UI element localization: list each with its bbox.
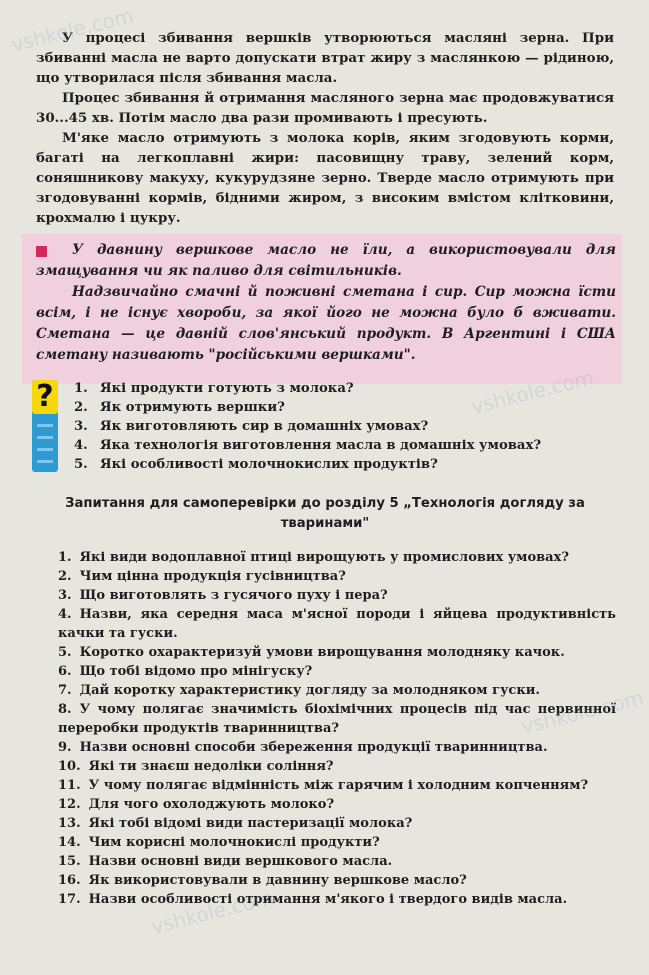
list-item: 2. Як отримують вершки? [74, 400, 285, 415]
intro-paragraph-2: Процес збивання й отримання масляного зерна має продовжуватися 30...45 хв. Потім масло два рази промивають і пресують. [36, 90, 614, 126]
list-item: 11. У чому полягає відмінність між гарячим і холодним копченням? [58, 778, 589, 793]
list-item: 1. Які продукти готують з молока? [74, 381, 354, 396]
list-item: 7. Дай коротку характеристику догляду за молодняком гуски. [58, 683, 540, 698]
list-item: 6. Що тобі відомо про мінігуску? [58, 664, 313, 679]
callout-paragraph-1: У давнину вершкове масло не їли, а використовували для змащування чи як паливо для світильників. [36, 242, 616, 279]
self-check-questions-list [36, 548, 616, 909]
list-item: 5. Коротко охарактеризуй умови вирощування молодняку качок. [58, 645, 565, 660]
watermark: vshkole.com [8, 3, 137, 57]
list-item: 16. Як використовували в давнину вершкове масло? [58, 873, 467, 888]
list-item: 5. Які особливості молочнокислих продуктів? [74, 457, 438, 472]
list-item: 1. Які види водоплавної птиці вирощують у промислових умовах? [58, 550, 569, 565]
watermark: vshkole.com [518, 685, 647, 739]
list-item: 12. Для чого охолоджують молоко? [58, 797, 335, 812]
intro-paragraph-1: У процесі збивання вершків утворюються масляні зерна. При збиванні масла не варто допускати втрат жиру з маслянкою — рідиною, що утворилася після збивання масла. [36, 30, 614, 86]
list-item: 13. Які тобі відомі види пастеризації молока? [58, 816, 413, 831]
review-questions-list [74, 379, 614, 474]
intro-paragraph-3: М'яке масло отримують з молока корів, яким згодовують корми, багаті на легкоплавні жири: пасовищну траву, зелений корм, соняшникову макуху, кукурудзяне зерно. Тверде масло отримують при згодовуванні кормів, бідними жиром, з високим вмістом клітковини, крохмалю і цукру. [36, 130, 614, 226]
callout-paragraph-2: Надзвичайно смачні й поживні сметана і сир. Сир можна їсти всім, і не існує хвороби, за якої його не можна було б вживати. Сметана — це давній слов'янський продукт. В Аргентині і США сметану називають "російськими вершками". [36, 284, 616, 363]
list-item: 15. Назви основні види вершкового масла. [58, 854, 393, 869]
section-title: Запитання для самоперевірки до розділу 5 „Технологія догляду за тваринами" [65, 496, 585, 531]
question-mark-icon: ? [32, 380, 58, 472]
list-item: 4. Яка технологія виготовлення масла в домашніх умовах? [74, 438, 542, 453]
fact-callout-box [22, 234, 622, 384]
list-item: 17. Назви особливості отримання м'якого і твердого видів масла. [58, 892, 568, 907]
list-item: 2. Чим цінна продукція гусівництва? [58, 569, 346, 584]
watermark: vshkole.com [468, 365, 597, 419]
list-item: 10. Які ти знаєш недоліки соління? [58, 759, 334, 774]
list-item: 3. Що виготовлять з гусячого пуху і пера? [58, 588, 388, 603]
list-item: 4. Назви, яка середня маса м'ясної породи і яйцева продуктивність качки та гуски. [58, 607, 616, 641]
list-item: 14. Чим корисні молочнокислі продукти? [58, 835, 380, 850]
list-item: 3. Як виготовляють сир в домашніх умовах? [74, 419, 429, 434]
list-item: 9. Назви основні способи збереження продукції тваринництва. [58, 740, 548, 755]
watermark: vshkole.com [148, 885, 277, 939]
list-item: 8. У чому полягає значимість біохімічних процесів під час первинної переробки продуктів тваринництва? [58, 702, 616, 736]
